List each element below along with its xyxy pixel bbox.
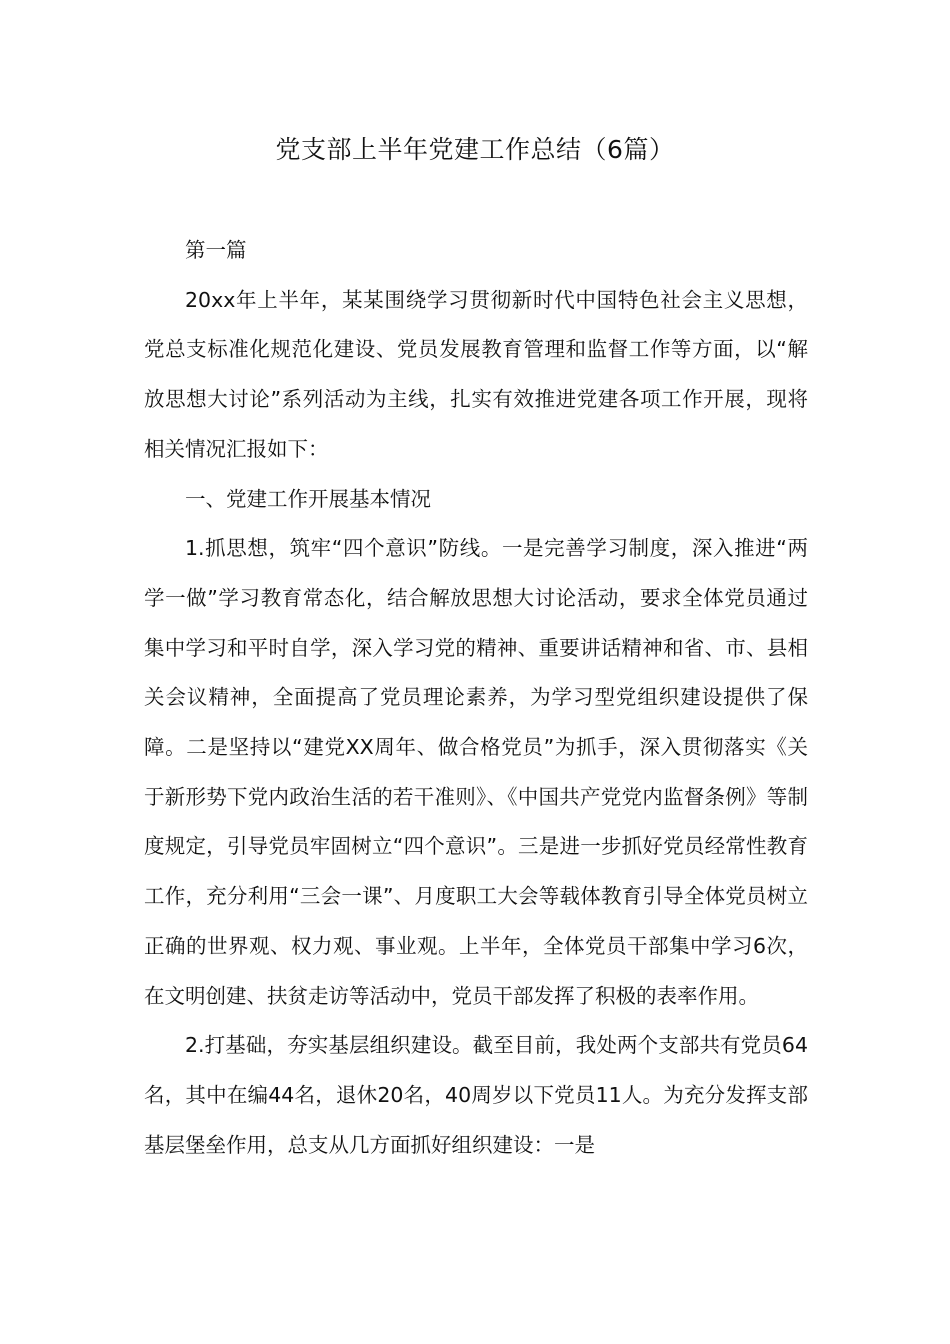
document-title: 党支部上半年党建工作总结（6篇） (275, 135, 675, 164)
document-body (144, 226, 808, 1170)
section-heading-part-one: 第一篇 (185, 238, 247, 262)
paragraph-foundation: 2.打基础，夯实基层组织建设。截至目前，我处两个支部共有党员64名，其中在编44名，退休20名，40周岁以下党员11人。为充分发挥支部基层堡垒作用，总支从几方面抓好组织建设：一是 (144, 1033, 808, 1157)
section-heading-basic-situation: 一、党建工作开展基本情况 (185, 486, 431, 511)
paragraph-ideology: 1.抓思想，筑牢“四个意识”防线。一是完善学习制度，深入推进“两学一做”学习教育常态化，结合解放思想大讨论活动，要求全体党员通过集中学习和平时自学，深入学习党的精神、重要讲话精神和省、市、县相关会议精神，全面提高了党员理论素养，为学习型党组织建设提供了保障。二是坚持以“建党XX周年、做合格党员”为抓手，深入贯彻落实《关于新形势下党内政治生活的若干准则》、《中国共产党党内监督条例》等制度规定，引导党员牢固树立“四个意识”。三是进一步抓好党员经常性教育工作，充分利用“三会一课”、月度职工大会等载体教育引导全体党员树立正确的世界观、权力观、事业观。上半年，全体党员干部集中学习6次，在文明创建、扶贫走访等活动中，党员干部发挥了积极的表率作用。 (144, 536, 808, 1008)
intro-paragraph: 20xx年上半年，某某围绕学习贯彻新时代中国特色社会主义思想，党总支标准化规范化建设、党员发展教育管理和监督工作等方面，以“解放思想大讨论”系列活动为主线，扎实有效推进党建各项工作开展，现将相关情况汇报如下： (144, 287, 808, 461)
